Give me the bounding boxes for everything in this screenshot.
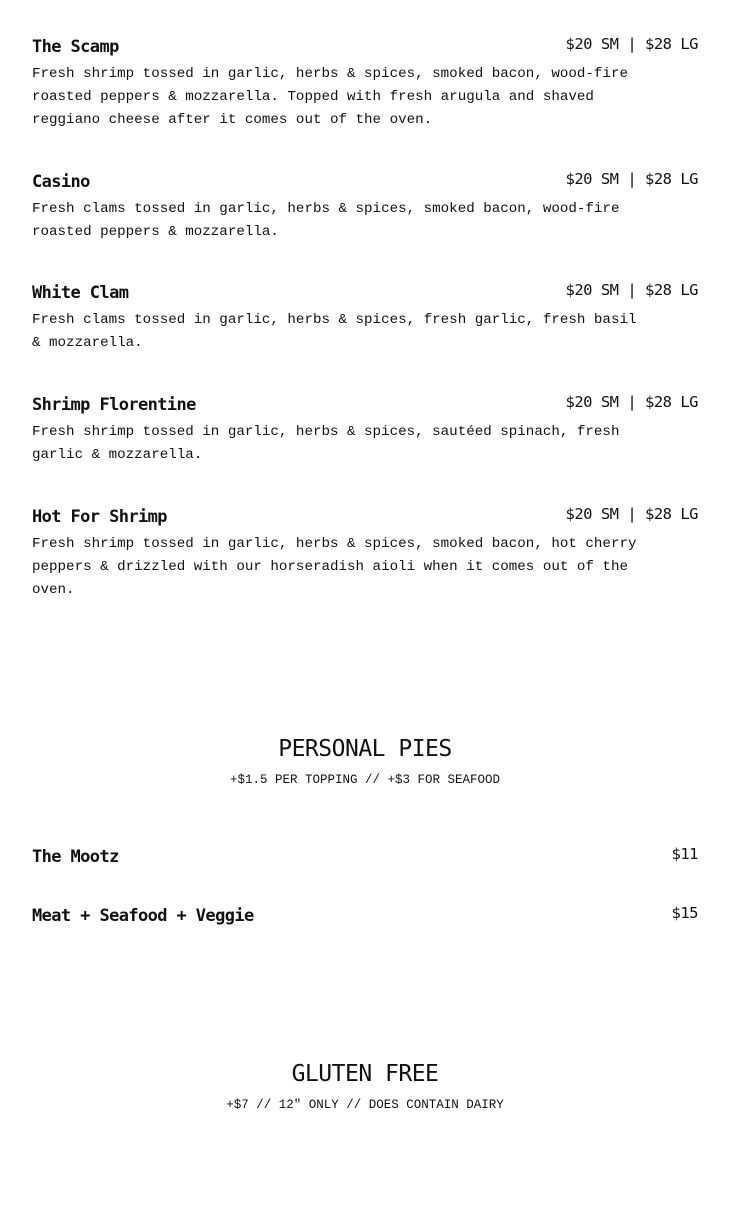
menu-item-name: The Scamp: [32, 37, 119, 57]
menu-item-name: White Clam: [32, 283, 129, 303]
menu-item-price: $20 SM | $28 LG: [565, 505, 698, 523]
menu-item-description: Fresh clams tossed in garlic, herbs & spices, smoked bacon, wood-fire roasted peppers & mozzarella.: [32, 201, 620, 241]
menu-item-description: Fresh shrimp tossed in garlic, herbs & spices, smoked bacon, wood-fire roasted peppers & mozzarella. Topped with fresh arugula and shaved reggiano cheese after it comes out of the oven.: [32, 66, 628, 129]
menu-item-name: Casino: [32, 172, 90, 192]
menu-item-description: Fresh clams tossed in garlic, herbs & spices, fresh garlic, fresh basil & mozzarella.: [32, 312, 637, 352]
section-personal-pies-header: [0, 734, 730, 788]
section-title: PERSONAL PIES: [278, 736, 452, 762]
menu-item-price: $20 SM | $28 LG: [565, 281, 698, 299]
menu-item-price: $20 SM | $28 LG: [565, 170, 698, 188]
section-title: GLUTEN FREE: [291, 1061, 439, 1087]
menu-item-price: $15: [671, 904, 698, 922]
menu-item-price: $20 SM | $28 LG: [565, 393, 698, 411]
menu-item-name: Meat + Seafood + Veggie: [32, 906, 254, 926]
menu-item-price: $20 SM | $28 LG: [565, 35, 698, 53]
menu-item-description: Fresh shrimp tossed in garlic, herbs & spices, sautéed spinach, fresh garlic & mozzarella.: [32, 424, 620, 464]
section-gluten-free-header: [0, 1059, 730, 1113]
section-subtitle: +$7 // 12" ONLY // DOES CONTAIN DAIRY: [226, 1098, 504, 1112]
menu-item-name: Shrimp Florentine: [32, 395, 196, 415]
menu-item-name: The Mootz: [32, 847, 119, 867]
menu-item-description: Fresh shrimp tossed in garlic, herbs & spices, smoked bacon, hot cherry peppers & drizzled with our horseradish aioli when it comes out of the oven.: [32, 536, 637, 599]
menu-item-price: $11: [671, 845, 698, 863]
section-subtitle: +$1.5 PER TOPPING // +$3 FOR SEAFOOD: [229, 773, 501, 787]
menu-item-name: Hot For Shrimp: [32, 507, 167, 527]
